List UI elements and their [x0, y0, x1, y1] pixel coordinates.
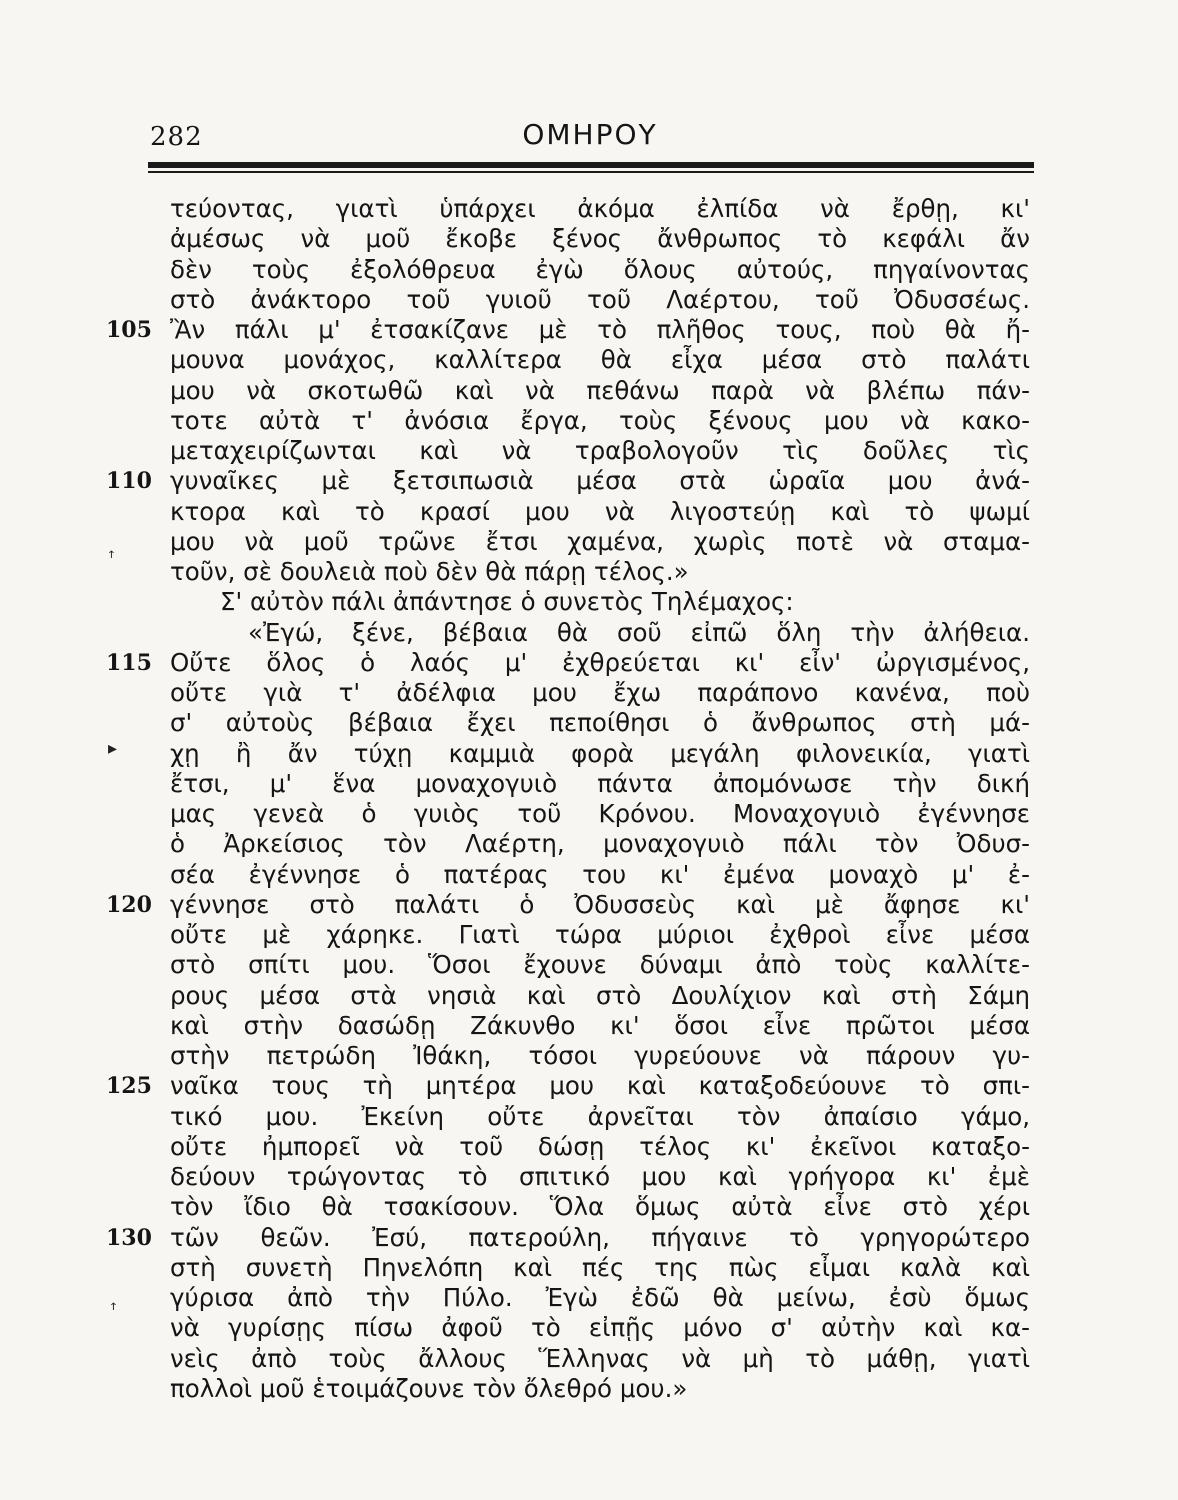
text-line — [170, 194, 1030, 224]
line-text: μας γενεὰ ὁ γυιὸς τοῦ Κρόνου. Μοναχογυιὸ ἐγέννησε — [170, 799, 1030, 828]
line-text: «Ἐγώ, ξένε, βέβαια θὰ σοῦ εἰπῶ ὅλη τὴν ἀλήθεια. — [248, 617, 1030, 647]
line-text: τῶν θεῶν. Ἐσύ, πατερούλη, πήγαινε τὸ γρηγορώτερο — [170, 1222, 1030, 1252]
line-number: 130 — [106, 1224, 152, 1251]
text-line — [170, 799, 1030, 829]
line-number: 115 — [106, 649, 152, 676]
line-text: οὔτε ἠμπορεῖ νὰ τοῦ δώσῃ τέλος κι' ἐκεῖνοι καταξο- — [170, 1131, 1030, 1161]
text-line — [170, 436, 1030, 466]
text-line — [170, 950, 1030, 980]
text-line — [170, 1253, 1030, 1283]
text-line — [170, 527, 1030, 557]
line-text: στὸ σπίτι μου. Ὅσοι ἔχουνε δύναμι ἀπὸ τοὺς καλλίτε- — [170, 950, 1030, 980]
line-text: οὔτε μὲ χάρηκε. Γιατὶ τώρα μύριοι ἐχθροὶ εἶνε μέσα — [170, 920, 1030, 949]
line-text: σ' αὐτοὺς βέβαια ἔχει πεποίθησι ὁ ἄνθρωπος στὴ μά- — [170, 708, 1030, 738]
text-line — [170, 1041, 1030, 1071]
line-number: 110 — [106, 468, 152, 495]
line-text: γύρισα ἀπὸ τὴν Πύλο. Ἐγὼ ἐδῶ θὰ μείνω, ἐσὺ ὅμως — [170, 1283, 1030, 1312]
text-line — [106, 647, 1030, 678]
line-text: πολλοὶ μοῦ ἑτοιμάζουνε τὸν ὄλεθρό μου.» — [170, 1373, 688, 1403]
text-line — [170, 1011, 1030, 1041]
text-line — [170, 1192, 1030, 1222]
header-rule-thick — [148, 162, 1034, 168]
line-text: χῃ ἢ ἄν τύχῃ καμμιὰ φορὰ μεγάλη φιλονεικία, γιατὶ — [170, 738, 1030, 768]
margin-mark-icon: ꜛ — [110, 1300, 117, 1321]
line-text: ὁ Ἀρκείσιος τὸν Λαέρτη, μοναχογυιὸ πάλι τὸν Ὀδυσ- — [170, 829, 1030, 859]
text-line — [170, 587, 1030, 617]
line-text: δὲν τοὺς ἐξολόθρευα ἐγὼ ὅλους αὐτούς, πηγαίνοντας — [170, 254, 1030, 284]
text-line — [170, 1102, 1030, 1132]
text-line — [170, 345, 1030, 375]
margin-mark-icon: ꜛ — [108, 548, 115, 569]
text-line — [106, 1222, 1030, 1253]
line-text: τοῦν, σὲ δουλειὰ ποὺ δὲν θὰ πάρῃ τέλος.» — [170, 557, 689, 586]
line-text: τεύοντας, γιατὶ ὑπάρχει ἀκόμα ἐλπίδα νὰ ἔρθῃ, κι' — [170, 194, 1030, 223]
text-line — [170, 739, 1030, 769]
running-title: ΟΜΗΡΟΥ — [522, 118, 658, 151]
text-line — [170, 557, 1030, 587]
line-text: Οὔτε ὅλος ὁ λαός μ' ἐχθρεύεται κι' εἶν' ὠργισμένος, — [170, 647, 1030, 677]
text-line — [170, 376, 1030, 406]
line-number: 120 — [106, 891, 152, 918]
text-line — [170, 708, 1030, 738]
body-text — [106, 194, 1030, 1404]
text-line — [170, 920, 1030, 950]
line-text: στὴν πετρώδη Ἰθάκη, τόσοι γυρεύουνε νὰ πάρουν γυ- — [170, 1041, 1030, 1070]
text-line — [106, 315, 1030, 345]
text-line — [170, 1313, 1030, 1343]
text-line — [170, 860, 1030, 890]
text-line — [170, 618, 1030, 648]
line-text: καὶ στὴν δασώδῃ Ζάκυνθο κι' ὅσοι εἶνε πρῶτοι μέσα — [170, 1010, 1030, 1040]
text-line — [170, 769, 1030, 799]
margin-arrow-icon: ▸ — [108, 738, 118, 759]
text-line — [106, 889, 1030, 920]
line-text: ἔτσι, μ' ἕνα μοναχογυιὸ πάντα ἀπομόνωσε τὴν δική — [170, 768, 1030, 798]
page-header — [150, 112, 1030, 156]
line-text: γέννησε στὸ παλάτι ὁ Ὀδυσσεὺς καὶ μὲ ἄφησε κι' — [170, 889, 1030, 919]
text-line — [170, 1283, 1030, 1313]
line-text: τὸν ἴδιο θὰ τσακίσουν. Ὅλα ὅμως αὐτὰ εἶνε στὸ χέρι — [170, 1192, 1030, 1222]
text-line — [170, 406, 1030, 436]
text-line — [170, 1132, 1030, 1162]
line-text: στὸ ἀνάκτορο τοῦ γυιοῦ τοῦ Λαέρτου, τοῦ Ὀδυσσέως. — [170, 284, 1030, 314]
text-line — [170, 1374, 1030, 1404]
header-rule-thin — [148, 171, 1034, 173]
line-text: γυναῖκες μὲ ξετσιπωσιὰ μέσα στὰ ὡραῖα μου ἀνά- — [170, 466, 1030, 496]
line-text: μεταχειρίζωνται καὶ νὰ τραβολογοῦν τὶς δοῦλες τὶς — [170, 436, 1030, 465]
text-line — [170, 224, 1030, 254]
line-text: ρους μέσα στὰ νησιὰ καὶ στὸ Δουλίχιον καὶ στὴ Σάμη — [170, 980, 1030, 1010]
text-line — [170, 255, 1030, 285]
text-line — [170, 829, 1030, 859]
line-text: ἀμέσως νὰ μοῦ ἔκοβε ξένος ἄνθρωπος τὸ κεφάλι ἄν — [170, 224, 1030, 254]
line-number: 105 — [106, 317, 152, 343]
line-text: οὔτε γιὰ τ' ἀδέλφια μου ἔχω παράπονο κανένα, ποὺ — [170, 678, 1030, 707]
line-text: νεὶς ἀπὸ τοὺς ἄλλους Ἕλληνας νὰ μὴ τὸ μάθῃ, γιατὶ — [170, 1343, 1030, 1373]
line-text: μου νὰ σκοτωθῶ καὶ νὰ πεθάνω παρὰ νὰ βλέπω πάν- — [170, 375, 1030, 405]
line-number: 125 — [106, 1073, 152, 1100]
line-text: δεύουν τρώγοντας τὸ σπιτικό μου καὶ γρήγορα κι' ἐμὲ — [170, 1162, 1030, 1191]
line-text: ναῖκα τους τὴ μητέρα μου καὶ καταξοδεύουνε τὸ σπι- — [170, 1071, 1030, 1101]
text-line — [170, 285, 1030, 315]
text-line — [170, 1162, 1030, 1192]
text-line — [170, 1344, 1030, 1374]
line-text: μου νὰ μοῦ τρῶνε ἔτσι χαμένα, χωρὶς ποτὲ νὰ σταμα- — [170, 526, 1030, 556]
text-line — [170, 497, 1030, 527]
text-line — [170, 678, 1030, 708]
line-text: κτορα καὶ τὸ κρασί μου νὰ λιγοστεύῃ καὶ τὸ ψωμί — [170, 496, 1030, 526]
line-text: τοτε αὐτὰ τ' ἀνόσια ἔργα, τοὺς ξένους μου νὰ κακο- — [170, 405, 1030, 435]
line-text: σέα ἐγέννησε ὁ πατέρας του κι' ἐμένα μοναχὸ μ' ἐ- — [170, 859, 1030, 889]
line-text: τικό μου. Ἐκείνη οὔτε ἀρνεῖται τὸν ἀπαίσιο γάμο, — [170, 1101, 1030, 1131]
text-line — [106, 1071, 1030, 1101]
text-line — [106, 466, 1030, 496]
text-line — [170, 981, 1030, 1011]
page-number: 282 — [150, 122, 203, 152]
line-text: Ἂν πάλι μ' ἐτσακίζανε μὲ τὸ πλῆθος τους, ποὺ θὰ ἤ- — [170, 315, 1030, 344]
line-text: Σ' αὐτὸν πάλι ἀπάντησε ὁ συνετὸς Τηλέμαχος: — [220, 587, 794, 617]
line-text: στὴ συνετὴ Πηνελόπη καὶ πές της πὼς εἶμαι καλὰ καὶ — [170, 1252, 1030, 1282]
line-text: μουνα μονάχος, καλλίτερα θὰ εἶχα μέσα στὸ παλάτι — [170, 345, 1030, 375]
line-text: νὰ γυρίσῃς πίσω ἀφοῦ τὸ εἰπῇς μόνο σ' αὐτὴν καὶ κα- — [170, 1313, 1030, 1343]
